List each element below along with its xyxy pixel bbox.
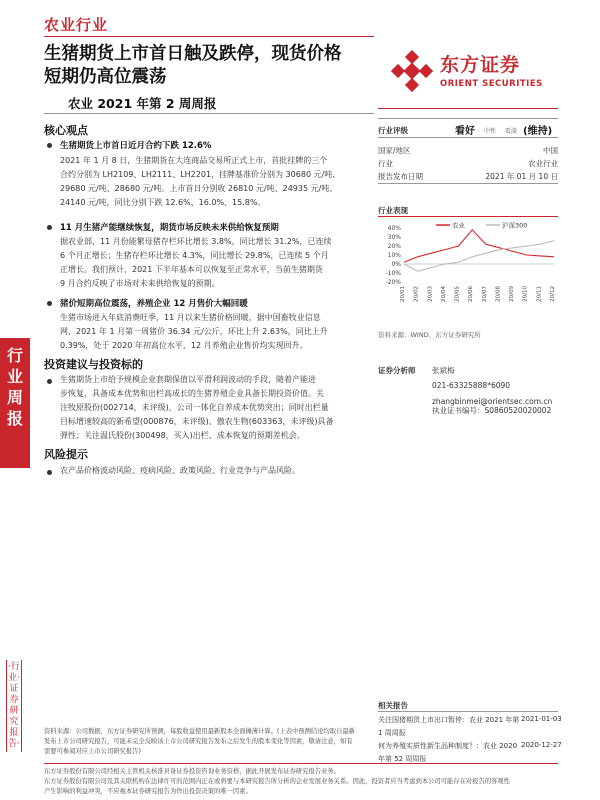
text-line: 合约分别为 LH2109、LH2111、LH2201，挂牌基准价分别为 30680 元/吨、 bbox=[60, 170, 341, 179]
related-heading: 相关报告 bbox=[378, 701, 408, 710]
text-line: 0.39%，处于 2020 年初高位水平，12 月养殖企业售价均实现回升。 bbox=[60, 341, 308, 350]
x-tick-label: 20/03 bbox=[427, 286, 434, 302]
rating-keep: (维持) bbox=[523, 126, 553, 137]
y-tick-label: -10% bbox=[385, 270, 401, 277]
related-item-2-date: 2020-12-27 bbox=[521, 741, 562, 749]
rating-top-rule bbox=[378, 118, 558, 119]
logo-en: ORIENT SECURITIES bbox=[440, 79, 543, 89]
analyst-label: 证券分析师 bbox=[378, 366, 416, 375]
report-title bbox=[44, 43, 379, 89]
rating-low: 看淡 bbox=[505, 128, 518, 135]
legend-label: 农业 bbox=[452, 221, 465, 230]
row-value: 中国 bbox=[543, 146, 558, 155]
related-rule bbox=[378, 711, 558, 712]
y-tick-label: 0% bbox=[391, 261, 401, 268]
x-tick-label: 20/01 bbox=[400, 286, 406, 302]
disclaimer bbox=[44, 767, 558, 797]
note-line: 资料来源：公司数据，东方证券研究所预测，每股收益使用最新股本全面摊薄计算。(上表中预测结论均取自最新 bbox=[44, 728, 356, 735]
legend-label: 沪深300 bbox=[502, 221, 528, 230]
related-item-1-date: 2021-01-03 bbox=[521, 715, 562, 723]
row-label: 国家/地区 bbox=[378, 146, 411, 155]
row-label: 行业 bbox=[378, 159, 393, 168]
analyst-name: 张斌梅 bbox=[432, 366, 455, 375]
y-tick-label: 10% bbox=[387, 252, 401, 259]
bullet-dot bbox=[47, 225, 52, 230]
x-tick-label: 20/09 bbox=[509, 286, 516, 302]
x-tick-label: 20/10 bbox=[522, 286, 529, 302]
text-line: 29680 元/吨、28680 元/吨。上市首日分别收 26810 元/吨、24935 元/吨、 bbox=[60, 184, 338, 193]
y-tick-label: 20% bbox=[387, 243, 401, 250]
text-line: 正增长。我们预计，2021 下半年基本可以恢复至正常水平，当前生猪期货 bbox=[60, 265, 323, 274]
footer-rule bbox=[44, 763, 558, 764]
sidebar-label: 行业周报 bbox=[6, 346, 23, 428]
text-line: 2021 年 1 月 8 日，生猪期货在大连商品交易所正式上市，首批挂牌的三个 bbox=[60, 156, 328, 165]
text-line: 生猪期货上市给予规模企业套期保值以平滑利润波动的手段，随着产能进 bbox=[60, 375, 316, 384]
related-item-2-t1[interactable]: 何为养殖实质性新生品种制度？：农业 2020 bbox=[378, 742, 518, 750]
bullet-dot bbox=[47, 470, 52, 475]
rating-bottom-rule bbox=[378, 183, 558, 184]
bullet-1-text bbox=[60, 154, 370, 210]
rating-value: 看好 bbox=[455, 126, 475, 137]
text-line: 9 月合约反映了市场对未来供给恢复的预期。 bbox=[60, 279, 220, 288]
advice-heading: 投资建议与投资标的 bbox=[44, 358, 143, 371]
rating-label: 行业评级 bbox=[378, 126, 408, 135]
analyst-cert: 执业证书编号：S0860520020002 bbox=[432, 406, 552, 415]
bullet-1-title: 生猪期货上市首日近月合约下跌 12.6% bbox=[60, 141, 212, 151]
bullet-dot bbox=[47, 379, 52, 384]
x-tick-label: 20/07 bbox=[481, 286, 488, 302]
risk-text: 农产品价格波动风险、疫病风险、政策风险、行业竞争与产品风险。 bbox=[60, 466, 300, 475]
row-value: 2021 年 01 月 10 日 bbox=[485, 172, 558, 181]
note-line: 发布上市公司研究报告，可能未完全反映该上市公司研究报告发布之后发生的股本变化等因素，敬请注意，如有 bbox=[44, 738, 353, 745]
industry-performance-chart bbox=[378, 220, 560, 320]
risk-heading: 风险提示 bbox=[44, 448, 88, 461]
disclaimer-line: 产生影响的利益冲突，不应视本证券研究报告为作出投资决策的唯一因素。 bbox=[44, 788, 252, 795]
text-line: 6 个月正增长；生猪存栏环比增长 4.3%，同比增长 29.8%，已连续 5 个月 bbox=[60, 251, 329, 260]
chart-heading-rule bbox=[378, 216, 558, 217]
bullet-2-title: 11 月生猪产能继续恢复，期货市场反映未来供给恢复预期 bbox=[60, 223, 279, 233]
analyst-email: zhangbinmei@orientsec.com.cn bbox=[432, 397, 553, 406]
text-line: 24140 元/吨，同比分别下跌 12.6%、16.0%、15.8%。 bbox=[60, 198, 266, 207]
advice-text bbox=[60, 373, 380, 443]
x-tick-label: 20/12 bbox=[550, 286, 556, 302]
chart-source: 资料来源：WIND、东方证券研究所 bbox=[378, 331, 481, 339]
title-rule bbox=[44, 113, 374, 114]
title-line-2: 短期仍高位震荡 bbox=[44, 67, 167, 87]
y-tick-label: 40% bbox=[387, 225, 401, 232]
sector-label: 农业行业 bbox=[44, 16, 109, 34]
row-value: 农业行业 bbox=[528, 159, 558, 168]
rating-mid: 中性 bbox=[484, 128, 497, 135]
sector-rule bbox=[44, 36, 374, 37]
x-tick-label: 20/08 bbox=[495, 286, 502, 302]
sidebar-tag: ·行业·证券研究报告· bbox=[6, 660, 22, 752]
bullet-2-text bbox=[60, 235, 370, 291]
x-tick-label: 20/02 bbox=[413, 286, 420, 302]
chart-heading: 行业表现 bbox=[378, 206, 408, 215]
analyst-phone: 021-63325888*6090 bbox=[432, 381, 511, 390]
x-tick-label: 20/06 bbox=[468, 286, 475, 302]
x-tick-label: 20/11 bbox=[536, 286, 543, 302]
logo-rule bbox=[378, 108, 558, 109]
x-tick-label: 20/04 bbox=[440, 286, 447, 302]
bullet-dot bbox=[47, 301, 52, 306]
title-line-1: 生猪期货上市首日触及跌停，现货价格 bbox=[44, 44, 342, 64]
orient-logo-icon bbox=[391, 50, 433, 92]
related-item-1-t1[interactable]: 关注国猪期货上市出口暂停：农业 2021 年第 bbox=[378, 716, 520, 724]
disclaimer-line: 东方证券股份有限公司经相关主管机关核准具备证券投资咨询业务资格，据此开展发布证券研究报告业务。 bbox=[44, 768, 340, 775]
rating-rule bbox=[378, 137, 558, 138]
related-item-2-t2[interactable]: 年第 52 周周报 bbox=[378, 755, 427, 763]
text-line: 注牧原股份(002714，未评级)，公司一体化自养成本优势突出；同时出栏量 bbox=[60, 403, 329, 412]
bullet-dot bbox=[47, 143, 52, 148]
text-line: 生猪市场进入年底消费旺季，11 月以来生猪价格回暖，据中国畜牧业信息 bbox=[60, 313, 321, 322]
core-heading: 核心观点 bbox=[44, 124, 88, 137]
bullet-3-text bbox=[60, 311, 370, 353]
logo-cn: 东方证券 bbox=[440, 54, 521, 76]
y-tick-label: -20% bbox=[385, 279, 401, 286]
text-line: 网，2021 年 1 月第一周猪价 36.34 元/公斤，环比上升 2.63%，同比上升 bbox=[60, 327, 328, 336]
series-agriculture-line bbox=[404, 230, 554, 262]
related-item-1-t2[interactable]: 1 周周报 bbox=[378, 729, 406, 737]
report-subtitle: 农业 2021 年第 2 周周报 bbox=[68, 96, 217, 111]
y-tick-label: 30% bbox=[387, 234, 401, 241]
x-tick-label: 20/05 bbox=[454, 286, 461, 302]
text-line: 步恢复，具备成本优势和出栏高成长的生猪养殖企业具备长期投资价值。关 bbox=[60, 389, 324, 398]
text-line: 据农业部，11 月份能繁母猪存栏环比增长 3.8%，同比增长 31.2%，已连续 bbox=[60, 237, 332, 246]
data-source-note bbox=[44, 727, 369, 757]
row-label: 报告发布日期 bbox=[378, 172, 423, 181]
text-line: 目标增速较高的新希望(000876，未评级)、傲农生物(603363，未评级)具备 bbox=[60, 417, 334, 426]
text-line: 弹性；关注温氏股份(300498，买入)出栏、成本恢复的预期差机会。 bbox=[60, 431, 305, 440]
note-line: 需要可参阅对应上市公司研究报告) bbox=[44, 748, 141, 755]
series-hs300-line bbox=[404, 241, 554, 272]
disclaimer-line: 东方证券股份有限公司及其关联机构在法律许可的范围内正在或将要与本研究报告所分析的企业发展业务关系。因此，投资者应当考虑到本公司可能存在对报告的客观性 bbox=[44, 778, 510, 785]
bullet-3-title: 猪价短期高位震荡，养殖企业 12 月售价大幅回暖 bbox=[60, 299, 248, 309]
